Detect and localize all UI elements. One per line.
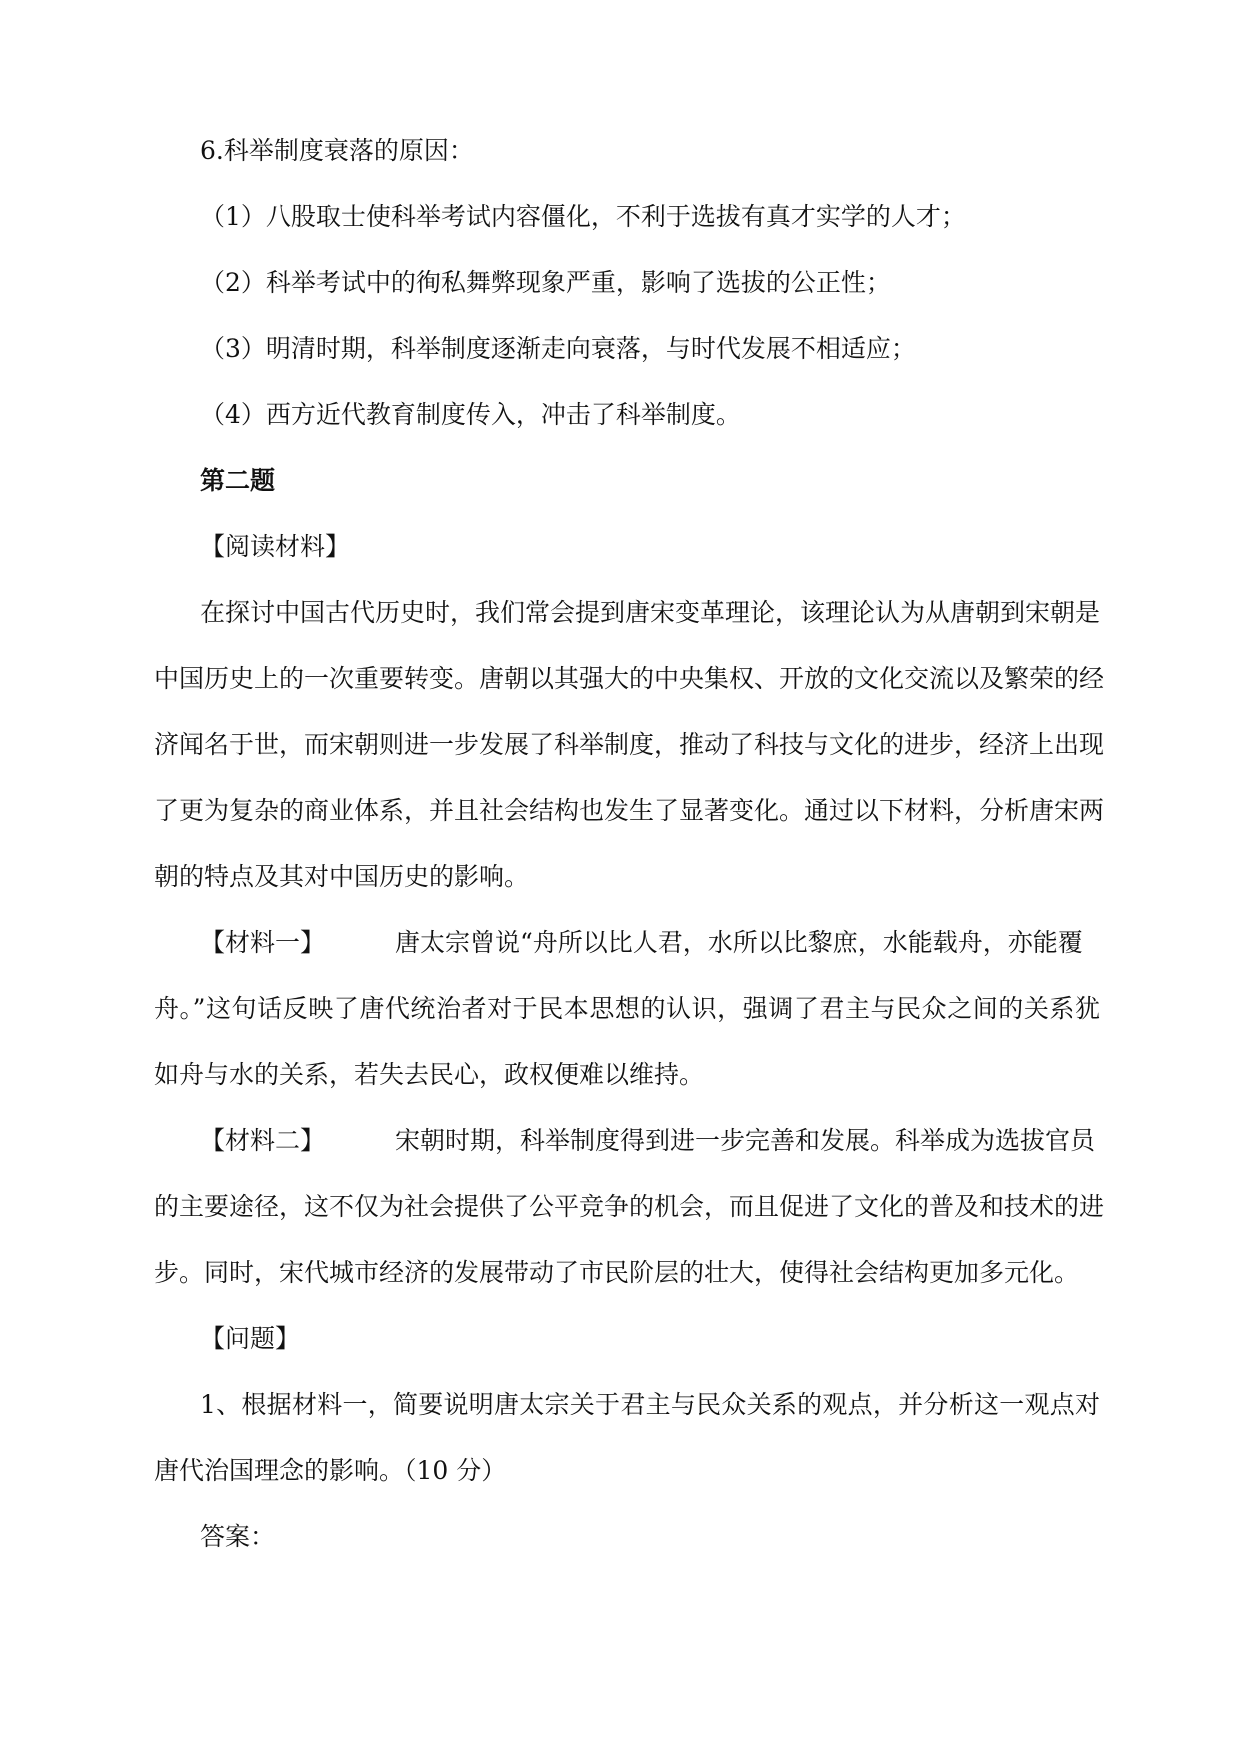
material-2-line-2: 的主要途径，这不仅为社会提供了公平竞争的机会，而且促进了文化的普及和技术的进 [154,1192,1105,1221]
section-6-title: 6.科举制度衰落的原因： [200,136,474,165]
question-1-line-1: 1、根据材料一，简要说明唐太宗关于君主与民众关系的观点，并分析这一观点对 [200,1390,1100,1419]
reading-material-label: 【阅读材料】 [200,532,351,561]
material-2-label: 【材料二】 [200,1126,326,1155]
intro-line-5: 朝的特点及其对中国历史的影响。 [154,862,530,891]
intro-line-3: 济闻名于世，而宋朝则进一步发展了科举制度，推动了科技与文化的进步，经济上出现 [154,730,1105,759]
question-heading: 第二题 [200,466,276,495]
material-2-first-line [200,1126,1100,1156]
material-1-first-line [200,928,1100,958]
question-label: 【问题】 [200,1324,301,1353]
reason-item-4: （4）西方近代教育制度传入，冲击了科举制度。 [200,400,741,429]
question-1-line-2: 唐代治国理念的影响。（10 分） [154,1456,507,1485]
material-1-line-2: 舟。”这句话反映了唐代统治者对于民本思想的认识，强调了君主与民众之间的关系犹 [154,994,1100,1023]
material-2-text-start: 宋朝时期，科举制度得到进一步完善和发展。科举成为选拔官员 [395,1126,1096,1155]
reason-item-1: （1）八股取士使科举考试内容僵化，不利于选拔有真才实学的人才； [200,202,966,231]
intro-line-1: 在探讨中国古代历史时，我们常会提到唐宋变革理论，该理论认为从唐朝到宋朝是 [200,598,1101,627]
material-1-line-3: 如舟与水的关系，若失去民心，政权便难以维持。 [154,1060,705,1089]
material-2-line-3: 步。同时，宋代城市经济的发展带动了市民阶层的壮大，使得社会结构更加多元化。 [154,1258,1080,1287]
answer-label: 答案： [200,1522,276,1551]
reason-item-3: （3）明清时期，科举制度逐渐走向衰落，与时代发展不相适应； [200,334,916,363]
intro-line-2: 中国历史上的一次重要转变。唐朝以其强大的中央集权、开放的文化交流以及繁荣的经 [154,664,1105,693]
material-1-label: 【材料一】 [200,928,326,957]
reason-item-2: （2）科举考试中的徇私舞弊现象严重，影响了选拔的公正性； [200,268,891,297]
material-1-text-start: 唐太宗曾说“舟所以比人君，水所以比黎庶，水能载舟，亦能覆 [395,928,1083,957]
intro-line-4: 了更为复杂的商业体系，并且社会结构也发生了显著变化。通过以下材料，分析唐宋两 [154,796,1105,825]
